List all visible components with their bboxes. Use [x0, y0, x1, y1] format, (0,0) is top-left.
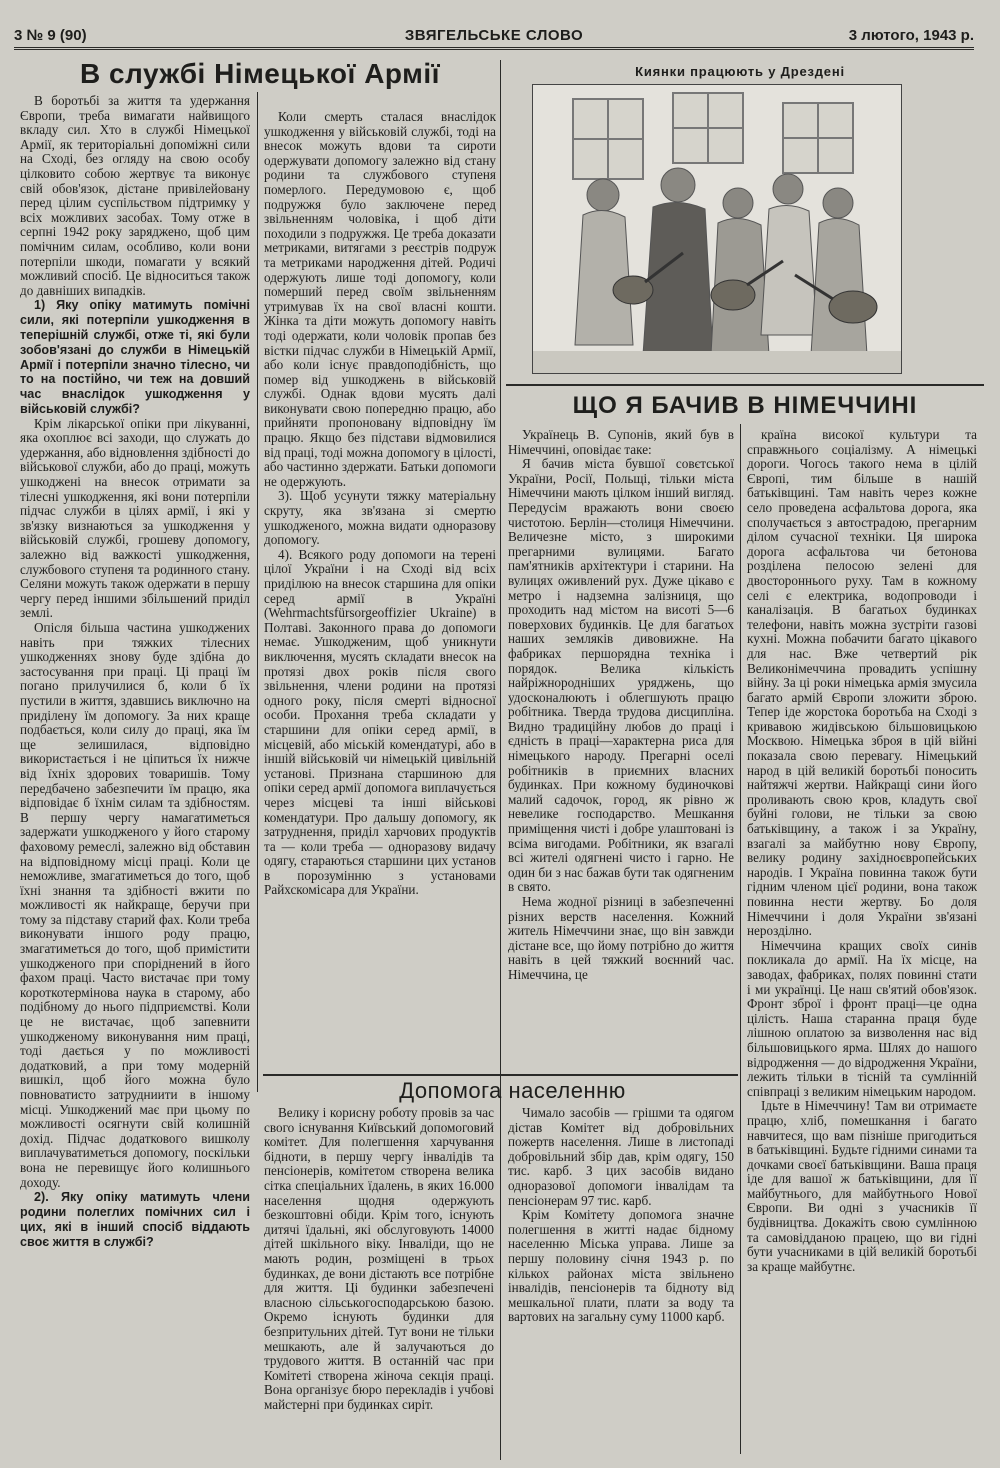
germany-column-2	[747, 428, 977, 1458]
germany-column-1	[508, 428, 734, 1076]
masthead	[14, 24, 974, 50]
germany-paragraph: Я бачив міста бувшої совєтської України, Росії, Польщі, тільки міста Німеччини мають цілком інший вигляд. Передусім вражають вони своєю чистотою. Берлін—столиця Німеччини. Величезне місто, з широкими прегарними вулицями. Багато пам'ятників архітектури і старини. На вулицях оживлений рух. Дуже цікаво є метро і надземна залізниця, що проходить над містом на висоті 5—6 поверхових будинків. Це для багатьох наших земляків дивовижне. На фабриках першорядна техніка і порядок. Велика кількість найріжнородніших уряджень, що удосконалюють і облегшують працю робітника. Тверда трудова дисципліна. Видно традиційну любов до праці і єдність в праці—характерна риса для німецького народу. Прегарні оселі робітників в приємних власних будинках. При кожному будиночкові малий садочок, город, як рівно ж невелике господарство. Мешкання приміщення чисті і добре улаштовані із всіма вигодами. Робітники, як взагалі всі жителі одягнені чисто і гарно. Не один би з нас бажав бути так одягненим в свято.	[508, 456, 734, 895]
newspaper-title: ЗВЯГЕЛЬСЬКЕ СЛОВО	[404, 27, 584, 44]
army-paragraph: Опісля більша частина ушкоджених навіть при тяжких тілесних ушкодженнях знову буде здібна до застосування при праці. Ці праці їм погано прилучилися б, коли б їх пустили в життя, здавшись виключно на приділену їм допомогу. За них краще подбається, коли силу до праці, яка їм ще зелишилася, відповідно використається і не ціпиться їх нижче від їхніх здорових товаришів. Тому передбачено забезпечити їм працю, яка відповідає б їхнім силам та здібностям. В першу чергу намагатиметься задержати ушкодженого у його старому фаховому ремеслі, залежно від обставин на відповідному місці праці. Коли це неможливе, змагатиметься до того, щоб їхні знання та здібності вжити по можливості як найкраще, беручи при тому за підставу старий фах. Коли треба виконувати іншого роду працю, змагатиметься до того, щоб примістити ушкодженого при споріднений в його фахом праці. Часто вистачає при тому короткотермінова наука в старому, або подібному до нього підприємстві. Коли це не вистачає, щоб запевнити ушкодженому виконування ним праці, тоді дається у по можливості додатковий, а при тому модерній вишкіл, щоб його можна було повноватисто затрудниити в іншому місці. Ушкоджений має при цьому по можливості осягнути свій колишній дохід. Підчас додаткового вишколу виплачуватиметься допомогу, поскільки вона не перевищує його колишнього доходу.	[20, 620, 250, 1190]
army-paragraph: В боротьбі за життя та удержання Європи, треба вимагати найвищого вкладу сил. Хто в службі Німецької Армії, як територіальні допоміжні сили на Сході, без огляду на свою особу цілковито собою жертвує та виконує свій обов'язок, дістане привілейовану перед цілим суспільством підтримку у всіх можливих засобах. Тому отже в серпні 1942 року заряджено, щоб цим помічним силам, особливо, коли вони потерпіли шкоди, помагати у всякий можливий спосіб. Це відноситься також до давніших випадків.	[20, 94, 250, 298]
germany-paragraph: Нема жодної різниці в забезпеченні різних верств населення. Кожний житель Німеччини знає, що він завжди дістане все, що йому потрібно до життя навіть в цей тяжкий воєнний час. Німеччина, це	[508, 894, 734, 982]
army-question-2: 2). Яку опіку матимуть члени родини полеглих помічних сил і цих, які в інший спосіб віддають своє життя в службі?	[20, 1190, 250, 1249]
help-column-1	[264, 1106, 494, 1456]
issue-number: 3 № 9 (90)	[14, 27, 87, 44]
germany-paragraph: Ідьте в Німеччину! Там ви отримаєте працю, хліб, помешкання і багато навчитеся, що вам пізніше пригодиться в батьківщині. Будьте гідними синами та дочками своєї батьківщини. Ваша праця іде для вашої ж батьківщини, для її майбутнього, для майбутнього Нової Європи. Ви одні з учасників її будівництва. Докажіть свою сумлінною та самовідданою працею, що ви гідні бути учасниками в цій великій боротьбі за краще майбутнє.	[747, 1098, 977, 1274]
army-question-1: 1) Яку опіку матимуть помічні сили, які потерпіли ушкодження в теперішній службі, отже ті, які були зобов'язані до служби в Німецькій Армії і потерпіли значно тілесно, чи то на постійно, чи теж на довший час внаслідок ушкодження у військовій службі?	[20, 298, 250, 416]
headline-germany: ЩО Я БАЧИВ В НІМЕЧЧИНІ	[572, 392, 918, 419]
army-column-1	[20, 94, 250, 1454]
germany-paragraph: країна високої культури та справжнього соціалізму. А німецькі дороги. Чогось такого нема в цілій Європі, тим більше в нашій батьківщині. Там навіть через кожне село проведена асфальтова дорога, яка сполучається з автострадою, прегарним ділом сучасної техніки. Ця широка дорога асфальтова чи бетонова розділена пелосою зелені для двостороннього руху. Там в кожному селі є електрика, водопроводи і каналізація. В багатьох будинках телефони, навіть можна зустріти газові кухні. Можна побачити багато цікавого для нас. Вже четвертий рік Великонімеччина провадить успішну війну. За ці роки німецька армія змусила багато армій Європи зложити зброю. Тепер іде жорстока боротьба на Сході з кривавою жидівською більшовицькою Москвою. Німецька зброя в цій війні показала свою перевагу. Німецький народ в цій великій боротьбі поносить найтяжчі жертви. Найкращі сини його проливають свою кров, кладуть свої буйні голови, не тільки за свою батьківщину, а також і за Україну, взагалі за майбутню нову Європу, велику родину західноєвропейських народів. І Україна повинна також бути гідним членом цієї родини, вона також повинна нести жертву. Бо доля Німеччини і доля України зв'язані нерозділно.	[747, 428, 977, 939]
section-divider	[506, 384, 984, 386]
army-paragraph: 3). Щоб усунути тяжку матеріальну скруту, яка зв'язана зі смертю ушкодженого, можна видати одноразову допомогу.	[264, 488, 496, 548]
help-paragraph: Чимало засобів — грішми та одягом дістав Комітет від добровільних пожертв населення. Лише в листопаді добровільний збір дав, крім одягу, 150 тис. карб. З цих засобів видано одноразової допомоги інвалідам та пенсіонерам 97 тис. карб.	[508, 1106, 734, 1208]
column-divider	[740, 424, 741, 1454]
photo-women-musicians	[532, 84, 902, 374]
issue-date: 3 лютого, 1943 р.	[848, 27, 974, 44]
photo-caption: Киянки працюють у Дрездені	[635, 64, 845, 79]
help-paragraph: Велику і корисну роботу провів за час свого існування Київський допомоговий комітет. Для полегшення харчування бідноти, в першу чергу інвалідів та пенсіонерів, комітетом створена велика сітка спеціальних їдалень, в яких 16.000 населення щодня одержують безкоштовні обіди. Крім того, існують дитячі їдальні, які обслуговують 14000 дітей шкільного віку. Інваліди, що не мають родин, розміщені в трьох будинках, де вони дістають все потрібне для життя. Ці будинки забезпечені власною сільськогосподарською базою. Окремо існують будинки для безпритульних дітей. Тут вони не тільки мешкають, але й залучаються до трудового життя. В останній час при Комітеті створена жіноча секція праці. Вона організує бюро перекладів і учбові майстерні при будинках сиріт.	[264, 1106, 494, 1412]
germany-paragraph: Німеччина кращих своїх синів покликала до армії. На їх місце, на заводах, фабриках, полях повинні стати і ми українці. Це наш св'ятий обов'язок. Фронт зброї і фронт праці—це одна цілість. Наша старанна праця буде лішною оплатою за визволення нас від більшовицького ярма. Шлях до нашого відродження — до відродження України, лежить тільки в тісній та сумлінній співпраці з великим німецьким народом.	[747, 937, 977, 1099]
help-paragraph: Крім Комітету допомога значне полегшення в житті надає бідному населенню Міська управа. Лише за першу половину січня 1943 р. по кількох районах міста звільнено інвалідів, пенсіонерів та бідноту від мешкальної плати, плати за воду та вартових на загальну суму 11000 карб.	[508, 1207, 734, 1325]
photo-illustration	[533, 85, 902, 374]
column-divider	[500, 60, 501, 1460]
army-paragraph: Крім лікарської опіки при лікуванні, яка охоплює всі заходи, що служать до удержання, або відновлення здібності до військової служби, або до праці, можуть ушкоджені на внесок отримати за тілесні ушкодження, які вони потерпіли підчас служби в цілях армії, і які у зв'язку визнаються за ушкодження у військовій службі, грошеву допомогу, залежно від важкості ушкодження, службового ступеня та родинного стану. Селяни можуть також одержати в першу чергу перед іншими збільшений приділ землі.	[20, 415, 250, 621]
section-divider	[263, 1074, 738, 1076]
army-column-2	[264, 110, 496, 1078]
help-column-2	[508, 1106, 734, 1456]
headline-army: В службі Німецької Армії	[79, 58, 441, 89]
column-divider	[257, 92, 258, 1092]
germany-paragraph: Українець В. Супонів, який був в Німеччині, оповідає таке:	[508, 428, 734, 457]
army-paragraph: 4). Всякого роду допомоги на терені цілої України і на Сході від всіх приділюю на внесок старшина для опіки серед армії в Україні (Wehrmachtsfürsorgeoffizier Ukraine) в Полтаві. Законного права до допомоги немає. Ушкодженим, щоб уникнути виключення, мусять складати внесок на протязі двох років після свого звільнення, члени родини на протязі одного року, після смерті відносної особи. Прохання треба складати у старшини для опіки серед армії, в місцевій, або міській комендатурі, або в іншій військовій чи німецькій цивільній установі. Признана старшиною для опіки серед армії допомога виплачується через місцеві та інші військові комендатури. Про дальшу допомогу, як затруднення, приділ харчових продуктів та — коли треба — одноразову видачу одягу, стараються старшини цих установ в порозумінню з установами Райхскомісара для України.	[264, 546, 496, 898]
headline-help: Допомога населенню	[399, 1078, 626, 1103]
army-paragraph: Коли смерть сталася внаслідок ушкодження у військовій службі, тоді на внесок можуть вдови та сироти одержувати допомогу залежно від стану родини та службового ступеня померлого. Передумовою є, щоб подружжя було заключене перед звільненням чоловіка, і щоб діти походили з подружжя. Це треба доказати метриками, витягами з реєстрів подруж та метриками народження дітей. Родичі одержують лише тоді допомогу, коли померший перед своїм звільненням утримував їх на свої власні кошти. Жінка та діти можуть допомогу навіть тоді одержати, коли чоловік пропав без вістки підчас служби в Німецькій Армії, або коли існує правдоподібність, що помер від ушкоджень в військовій службі. Однак вдови мусять далі виконувати свою попередню працю, або прийняти пропоновану відповідну їм працю. Якщо без підстави відмовилися від праці, тоді можна допомогу в цілості, або частинно здержати. Батьки допомоги не одержують.	[264, 110, 496, 489]
